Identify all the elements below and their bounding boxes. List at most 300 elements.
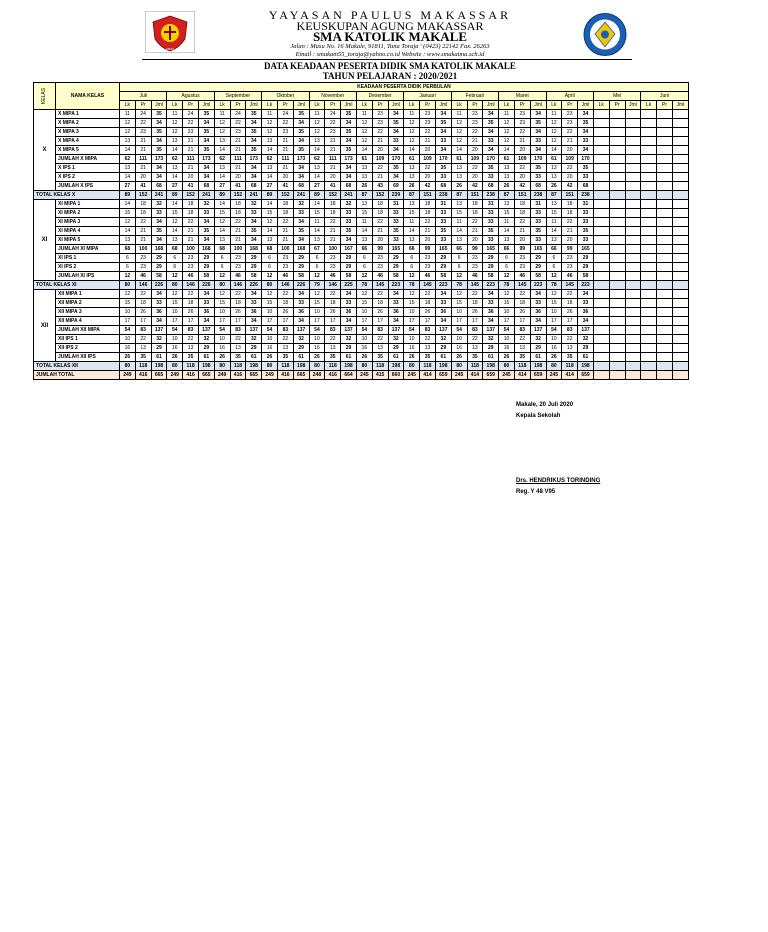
table-cell: 68 [167, 245, 183, 254]
table-cell: 10 [167, 335, 183, 344]
table-cell: 99 [372, 245, 388, 254]
table-cell: 17 [451, 317, 467, 326]
class-name: XII IPS 2 [56, 344, 120, 353]
table-cell [609, 146, 625, 155]
table-cell: 34 [151, 164, 167, 173]
table-cell: 16 [451, 344, 467, 353]
table-cell: 29 [198, 263, 214, 272]
table-cell [609, 290, 625, 299]
table-cell [609, 110, 625, 119]
table-cell: 12 [167, 128, 183, 137]
sub-header: Jml [435, 101, 451, 110]
table-cell: 23 [562, 254, 578, 263]
signatory-reg: Reg. Y 48 V95 [516, 489, 556, 495]
table-cell: 34 [578, 128, 594, 137]
table-cell: 32 [435, 335, 451, 344]
table-cell: 18 [514, 299, 530, 308]
table-cell [641, 164, 657, 173]
class-name: JUMLAH XII MIPA [56, 326, 120, 335]
table-cell [609, 299, 625, 308]
table-row [34, 290, 689, 299]
table-cell [672, 218, 688, 227]
table-cell: 239 [388, 191, 404, 200]
table-cell: 18 [135, 209, 151, 218]
table-cell: 22 [467, 218, 483, 227]
table-cell: 89 [262, 191, 278, 200]
table-cell: 26 [562, 308, 578, 317]
table-cell: 17 [420, 317, 436, 326]
table-cell [593, 128, 609, 137]
month-header: Juli [120, 92, 167, 101]
table-cell: 29 [530, 254, 546, 263]
table-cell [641, 209, 657, 218]
table-cell [625, 263, 641, 272]
table-cell: 61 [198, 353, 214, 362]
sub-header: Lk [404, 101, 420, 110]
table-cell: 23 [514, 254, 530, 263]
table-cell: 6 [120, 263, 136, 272]
table-cell: 13 [309, 236, 325, 245]
table-cell: 33 [435, 209, 451, 218]
table-cell: 26 [356, 353, 372, 362]
table-cell: 29 [151, 254, 167, 263]
table-cell: 168 [293, 245, 309, 254]
table-cell: 13 [135, 344, 151, 353]
table-cell: 34 [293, 164, 309, 173]
table-cell: 21 [230, 146, 246, 155]
table-cell: 58 [435, 272, 451, 281]
table-row [34, 119, 689, 128]
table-cell: 22 [325, 119, 341, 128]
table-cell: 62 [167, 155, 183, 164]
class-name: JUMLAH X MIPA [56, 155, 120, 164]
table-cell: 34 [246, 137, 262, 146]
table-cell: 34 [198, 317, 214, 326]
class-name: X MIPA 5 [56, 146, 120, 155]
table-cell: 21 [183, 236, 199, 245]
table-cell: 21 [562, 227, 578, 236]
table-cell: 78 [356, 281, 372, 290]
table-cell: 33 [435, 173, 451, 182]
table-cell [641, 110, 657, 119]
table-cell [657, 281, 673, 290]
table-cell: 34 [341, 290, 357, 299]
table-cell: 14 [262, 146, 278, 155]
table-cell [641, 254, 657, 263]
table-cell: 33 [483, 218, 499, 227]
table-cell: 87 [356, 191, 372, 200]
table-cell [609, 200, 625, 209]
table-cell: 12 [356, 119, 372, 128]
table-cell [672, 371, 688, 380]
sub-header: Lk [499, 101, 515, 110]
table-cell [641, 200, 657, 209]
table-cell: 54 [546, 326, 562, 335]
class-name: X MIPA 2 [56, 119, 120, 128]
table-cell: 26 [404, 353, 420, 362]
student-data-table [33, 82, 689, 380]
table-cell: 33 [483, 299, 499, 308]
table-cell: 245 [451, 371, 467, 380]
table-cell [641, 191, 657, 200]
table-cell: 10 [404, 335, 420, 344]
table-cell: 36 [246, 308, 262, 317]
table-cell: 20 [372, 146, 388, 155]
table-cell: 22 [514, 290, 530, 299]
table-cell: 12 [451, 128, 467, 137]
table-cell: 34 [198, 119, 214, 128]
table-cell: 34 [341, 317, 357, 326]
table-cell: 22 [562, 218, 578, 227]
table-cell: 34 [530, 317, 546, 326]
table-cell: 22 [514, 128, 530, 137]
table-cell: 22 [135, 290, 151, 299]
table-cell: 173 [341, 155, 357, 164]
table-cell [625, 299, 641, 308]
table-cell [672, 227, 688, 236]
table-cell: 12 [499, 290, 515, 299]
table-cell: 10 [309, 308, 325, 317]
table-cell: 21 [277, 164, 293, 173]
table-cell: 18 [277, 200, 293, 209]
school-logo-left [145, 11, 195, 53]
table-cell: 36 [151, 308, 167, 317]
table-cell: 145 [372, 281, 388, 290]
school-address: Jalan : Musu No. 16 Makale, 91811, Tana Toraja ' (0423) 22142 Fax. 26263 [290, 43, 490, 50]
table-cell: 12 [356, 290, 372, 299]
table-cell: 14 [167, 146, 183, 155]
table-cell [641, 236, 657, 245]
table-cell: 118 [562, 362, 578, 371]
table-cell: 16 [356, 344, 372, 353]
table-cell [593, 317, 609, 326]
table-cell: 14 [214, 200, 230, 209]
table-cell: 12 [499, 272, 515, 281]
table-cell: 27 [214, 182, 230, 191]
table-cell: 12 [546, 128, 562, 137]
table-cell [672, 182, 688, 191]
table-cell: 22 [514, 164, 530, 173]
table-cell [593, 299, 609, 308]
table-cell: 12 [356, 137, 372, 146]
table-cell: 34 [151, 317, 167, 326]
table-cell [672, 362, 688, 371]
table-cell: 10 [451, 308, 467, 317]
table-cell [641, 317, 657, 326]
table-cell: 416 [230, 371, 246, 380]
table-cell: 17 [325, 317, 341, 326]
table-cell: 13 [356, 173, 372, 182]
table-cell: 659 [530, 371, 546, 380]
table-cell: 58 [341, 272, 357, 281]
table-cell: 12 [546, 137, 562, 146]
table-cell [641, 299, 657, 308]
sub-header: Pr [230, 101, 246, 110]
table-cell: 11 [120, 110, 136, 119]
table-cell: 111 [230, 155, 246, 164]
table-cell: 23 [562, 110, 578, 119]
table-cell: 34 [578, 290, 594, 299]
table-row [34, 200, 689, 209]
table-cell: 68 [246, 182, 262, 191]
table-cell: 26 [372, 308, 388, 317]
table-cell [641, 326, 657, 335]
table-cell: 34 [246, 173, 262, 182]
table-cell: 10 [404, 308, 420, 317]
table-cell: 18 [420, 209, 436, 218]
table-cell: 14 [262, 173, 278, 182]
table-cell: 22 [372, 335, 388, 344]
table-cell: 173 [198, 155, 214, 164]
table-cell [609, 209, 625, 218]
table-cell [593, 191, 609, 200]
table-cell: 61 [388, 353, 404, 362]
table-cell: 12 [451, 137, 467, 146]
table-cell: 23 [135, 254, 151, 263]
table-cell: 61 [530, 353, 546, 362]
table-cell: 198 [293, 362, 309, 371]
table-cell: 79 [309, 281, 325, 290]
table-cell: 152 [183, 191, 199, 200]
table-cell [609, 263, 625, 272]
table-cell [657, 119, 673, 128]
table-cell: 13 [183, 344, 199, 353]
table-cell: 26 [546, 182, 562, 191]
table-row [34, 182, 689, 191]
class-name: XII MIPA 4 [56, 317, 120, 326]
table-cell [609, 245, 625, 254]
table-cell [641, 218, 657, 227]
table-cell: 22 [135, 335, 151, 344]
month-header: September [214, 92, 261, 101]
table-cell: 41 [230, 182, 246, 191]
table-cell: 12 [309, 119, 325, 128]
table-cell: 26 [356, 182, 372, 191]
table-cell: 68 [120, 245, 136, 254]
table-cell: 35 [277, 353, 293, 362]
total-row [34, 191, 689, 200]
table-cell: 118 [230, 362, 246, 371]
table-cell [657, 173, 673, 182]
table-cell: 23 [562, 263, 578, 272]
table-cell: 198 [246, 362, 262, 371]
table-cell: 87 [546, 191, 562, 200]
table-cell: 41 [325, 182, 341, 191]
table-cell: 13 [404, 173, 420, 182]
table-cell [672, 335, 688, 344]
academic-year: TAHUN PELAJARAN : 2020/2021 [322, 71, 458, 81]
table-cell: 42 [562, 182, 578, 191]
table-cell: 34 [388, 317, 404, 326]
kelas-label: XII [34, 290, 56, 362]
table-cell: 137 [530, 326, 546, 335]
table-cell: 22 [467, 128, 483, 137]
table-cell: 46 [183, 272, 199, 281]
table-cell: 22 [467, 290, 483, 299]
table-cell: 29 [341, 254, 357, 263]
table-cell: 26 [183, 308, 199, 317]
table-cell [609, 236, 625, 245]
month-header: April [546, 92, 593, 101]
table-cell: 111 [277, 155, 293, 164]
table-cell: 22 [467, 164, 483, 173]
table-cell [609, 371, 625, 380]
total-label: TOTAL KELAS X [34, 191, 120, 200]
table-cell: 13 [451, 173, 467, 182]
table-cell: 20 [420, 173, 436, 182]
table-cell: 11 [546, 218, 562, 227]
table-cell: 26 [404, 182, 420, 191]
table-cell: 34 [293, 137, 309, 146]
table-cell: 21 [325, 236, 341, 245]
table-cell: 11 [356, 218, 372, 227]
table-cell: 34 [198, 173, 214, 182]
table-cell [641, 155, 657, 164]
table-cell: 146 [230, 281, 246, 290]
table-cell: 78 [546, 281, 562, 290]
table-cell [609, 326, 625, 335]
table-cell: 118 [135, 362, 151, 371]
table-cell: 145 [562, 281, 578, 290]
table-cell: 23 [230, 263, 246, 272]
table-cell: 58 [293, 272, 309, 281]
table-cell: 35 [578, 119, 594, 128]
table-cell: 109 [420, 155, 436, 164]
table-cell: 21 [277, 236, 293, 245]
month-header: Juni [641, 92, 689, 101]
table-cell: 137 [198, 326, 214, 335]
table-cell: 68 [435, 182, 451, 191]
table-cell: 13 [562, 344, 578, 353]
table-cell: 20 [467, 173, 483, 182]
table-cell: 15 [451, 299, 467, 308]
table-cell: 26 [167, 353, 183, 362]
table-cell: 33 [151, 299, 167, 308]
table-cell: 6 [262, 254, 278, 263]
kelas-label: XI [34, 200, 56, 281]
table-cell: 41 [135, 182, 151, 191]
table-cell: 58 [151, 272, 167, 281]
table-cell: 32 [388, 335, 404, 344]
sub-header: Jml [483, 101, 499, 110]
table-cell: 11 [451, 110, 467, 119]
table-cell [625, 362, 641, 371]
table-cell: 18 [467, 299, 483, 308]
sub-header: Jml [578, 101, 594, 110]
table-cell: 33 [435, 137, 451, 146]
table-cell: 68 [262, 245, 278, 254]
table-cell: 12 [404, 128, 420, 137]
table-cell: 80 [214, 362, 230, 371]
table-cell: 34 [151, 137, 167, 146]
table-cell [593, 164, 609, 173]
table-cell: 13 [404, 236, 420, 245]
table-cell [625, 245, 641, 254]
table-cell: 11 [404, 110, 420, 119]
table-cell: 61 [246, 353, 262, 362]
table-cell [641, 308, 657, 317]
table-cell [657, 200, 673, 209]
table-cell: 32 [293, 200, 309, 209]
table-cell: 10 [356, 308, 372, 317]
table-cell: 18 [325, 299, 341, 308]
table-cell [641, 263, 657, 272]
table-cell [609, 317, 625, 326]
table-cell: 34 [293, 290, 309, 299]
table-cell: 6 [214, 254, 230, 263]
table-cell: 29 [293, 344, 309, 353]
table-cell: 78 [451, 281, 467, 290]
table-cell: 111 [325, 155, 341, 164]
table-cell: 23 [467, 254, 483, 263]
table-cell [625, 308, 641, 317]
table-cell: 89 [167, 191, 183, 200]
table-cell: 15 [404, 299, 420, 308]
table-cell: 35 [514, 353, 530, 362]
table-cell: 24 [230, 110, 246, 119]
table-cell: 29 [388, 254, 404, 263]
table-cell: 33 [435, 236, 451, 245]
table-cell [657, 155, 673, 164]
table-cell: 665 [246, 371, 262, 380]
table-cell: 29 [151, 263, 167, 272]
table-row [34, 353, 689, 362]
table-cell: 33 [246, 299, 262, 308]
class-name: XI IPS 2 [56, 263, 120, 272]
signature-role: Kepala Sekolah [516, 413, 561, 419]
table-cell: 42 [467, 182, 483, 191]
table-cell: 80 [262, 362, 278, 371]
table-cell: 62 [309, 155, 325, 164]
table-cell: 22 [420, 335, 436, 344]
table-cell: 46 [467, 272, 483, 281]
table-cell: 14 [309, 173, 325, 182]
table-cell: 32 [151, 200, 167, 209]
table-cell: 87 [404, 191, 420, 200]
table-cell [593, 227, 609, 236]
table-cell: 15 [120, 209, 136, 218]
month-header: Februari [451, 92, 498, 101]
table-cell: 23 [325, 128, 341, 137]
table-cell: 13 [499, 236, 515, 245]
table-cell: 414 [420, 371, 436, 380]
table-cell: 23 [135, 263, 151, 272]
table-cell: 33 [198, 209, 214, 218]
table-cell: 12 [120, 128, 136, 137]
table-cell: 26 [499, 182, 515, 191]
table-cell: 12 [167, 290, 183, 299]
table-cell: 36 [530, 308, 546, 317]
table-cell: 21 [230, 164, 246, 173]
table-cell [641, 173, 657, 182]
table-cell: 18 [325, 200, 341, 209]
table-cell: 249 [167, 371, 183, 380]
table-cell: 33 [388, 137, 404, 146]
table-cell: 32 [293, 335, 309, 344]
table-cell: 89 [214, 191, 230, 200]
table-cell: 6 [356, 263, 372, 272]
table-cell: 83 [277, 326, 293, 335]
table-cell [657, 236, 673, 245]
month-header: Mei [593, 92, 640, 101]
table-cell: 10 [499, 335, 515, 344]
table-cell [609, 119, 625, 128]
table-cell: 29 [293, 254, 309, 263]
grand-total-label: JUMLAH TOTAL [34, 371, 120, 380]
table-cell: 34 [151, 236, 167, 245]
class-name: JUMLAH XII IPS [56, 353, 120, 362]
table-cell [657, 254, 673, 263]
